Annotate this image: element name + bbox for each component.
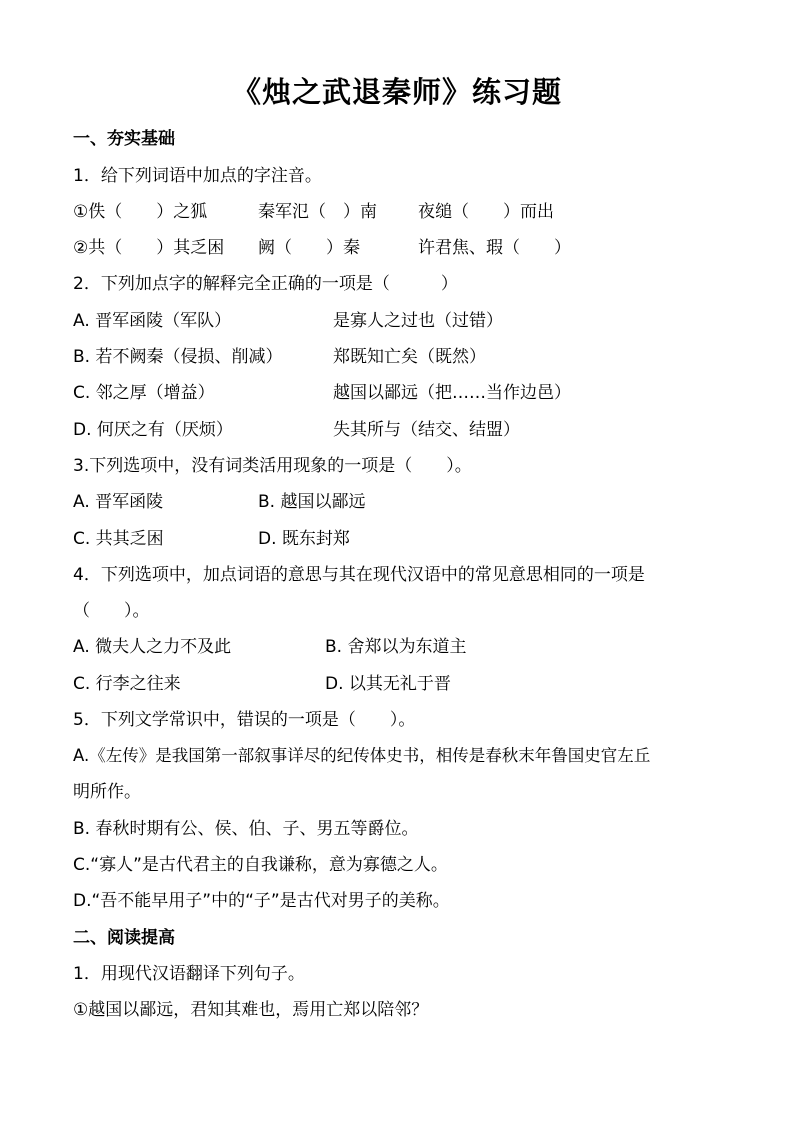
option-text: C.“寡人”是古代君主的自我谦称，意为寡德之人。 xyxy=(73,855,448,875)
phonetic-item: 秦军氾（ ）南 xyxy=(258,202,377,222)
question-stem-continued: （ ）。 xyxy=(73,601,150,621)
option-text: A. 晋军函陵 xyxy=(73,492,164,512)
phonetic-item: 夜缒（ ）而出 xyxy=(418,202,554,222)
question-stem: 5．下列文学常识中，错误的一项是（ ）。 xyxy=(73,710,416,730)
option-text: B. 春秋时期有公、侯、伯、子、男五等爵位。 xyxy=(73,819,419,839)
phonetic-item: ②共（ ）其乏困 xyxy=(73,238,225,258)
option-text: A.《左传》是我国第一部叙事详尽的纪传体史书，相传是春秋末年鲁国史官左丘 xyxy=(73,746,651,765)
phonetic-item: ①佚（ ）之狐 xyxy=(73,202,208,222)
option-text: 越国以鄙远（把……当作边邑） xyxy=(333,383,571,403)
option-text-continued: 明所作。 xyxy=(73,782,141,802)
question-stem: 3.下列选项中，没有词类活用现象的一项是（ ）。 xyxy=(73,456,472,476)
option-text: B. 若不阙秦（侵损、削减） xyxy=(73,347,283,367)
question-stem: 1．用现代汉语翻译下列句子。 xyxy=(73,964,305,984)
option-text: 郑既知亡矣（既然） xyxy=(333,347,486,367)
option-text: A. 微夫人之力不及此 xyxy=(73,637,232,657)
option-text: 失其所与（结交、结盟） xyxy=(333,420,520,440)
option-text: A. 晋军函陵（军队） xyxy=(73,311,232,331)
question-stem: 4．下列选项中，加点词语的意思与其在现代汉语中的常见意思相同的一项是 xyxy=(73,565,645,585)
phonetic-item: 阙（ ）秦 xyxy=(258,238,360,258)
section-heading: 二、阅读提高 xyxy=(73,928,175,948)
option-text: C. 共其乏困 xyxy=(73,529,164,549)
phonetic-item: 许君焦、瑕（ ） xyxy=(418,238,571,258)
option-text: D. 何厌之有（厌烦） xyxy=(73,420,233,440)
option-text: D. 以其无礼于晋 xyxy=(325,674,451,694)
page-title: 《烛之武退秦师》练习题 xyxy=(231,75,562,109)
question-stem: 1．给下列词语中加点的字注音。 xyxy=(73,166,322,186)
option-text: B. 越国以鄙远 xyxy=(258,492,366,512)
option-text: D. 既东封郑 xyxy=(258,529,350,549)
option-text: 是寡人之过也（过错） xyxy=(333,311,503,331)
option-text: C. 行李之往来 xyxy=(73,674,181,694)
option-text: C. 邻之厚（增益） xyxy=(73,383,215,403)
option-text: B. 舍郑以为东道主 xyxy=(325,637,467,657)
option-text: D.“吾不能早用子”中的“子”是古代对男子的美称。 xyxy=(73,891,450,911)
translation-item: ①越国以鄙远，君知其难也，焉用亡郑以陪邻？ xyxy=(73,1000,429,1020)
section-heading: 一、夯实基础 xyxy=(73,129,175,149)
question-stem: 2．下列加点字的解释完全正确的一项是（ ） xyxy=(73,274,458,294)
